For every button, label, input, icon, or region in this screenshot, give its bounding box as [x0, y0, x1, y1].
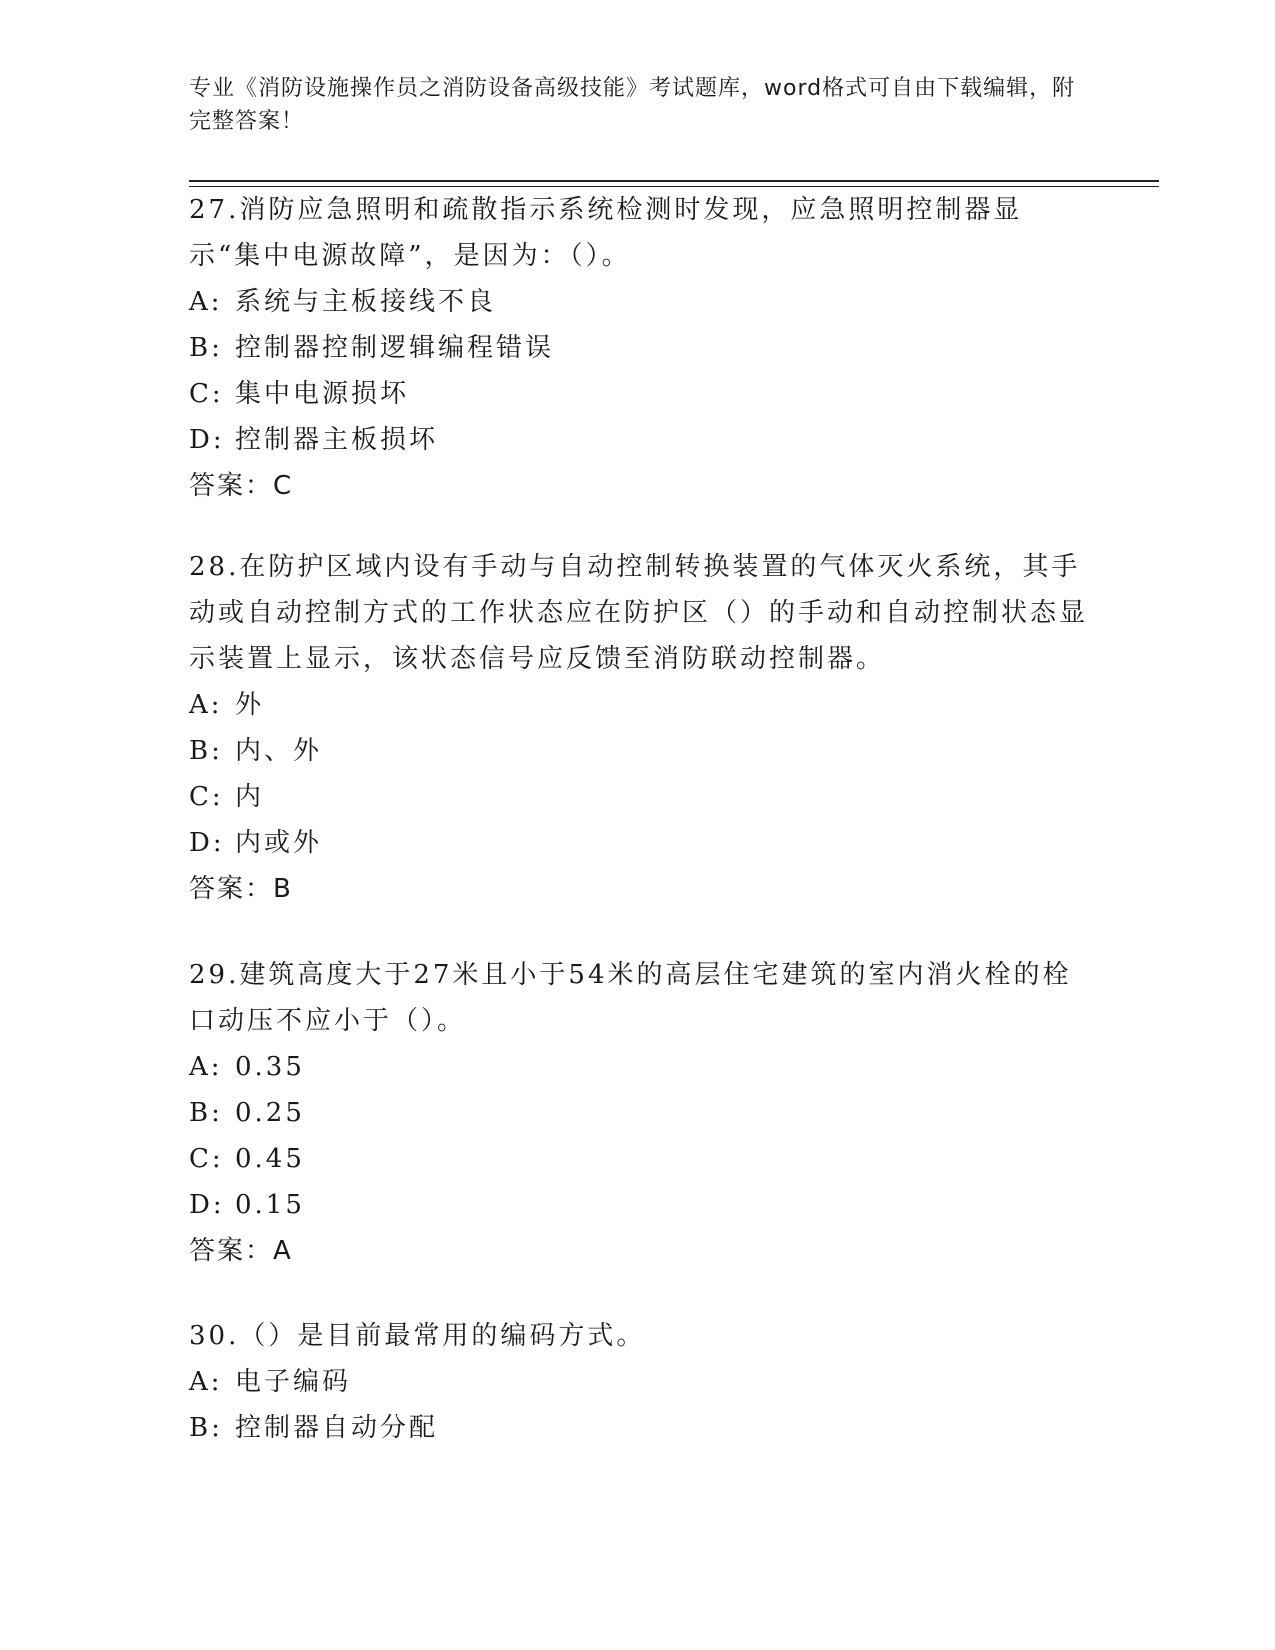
question-28: [189, 544, 1089, 912]
option-letter: A:: [189, 1367, 223, 1397]
option-letter: D:: [189, 828, 225, 858]
option-letter: B:: [189, 1413, 223, 1443]
document-header: 专业《消防设施操作员之消防设备高级技能》考试题库，word格式可自由下载编辑，附完整答案！: [189, 76, 1076, 134]
answer: 答案：C: [189, 471, 294, 501]
question-stem: 30.（）是目前最常用的编码方式。: [189, 1321, 646, 1351]
option-text: 0.25: [235, 1098, 305, 1128]
option-letter: B:: [189, 333, 223, 363]
option-letter: B:: [189, 736, 223, 766]
option-text: 外: [235, 690, 265, 720]
question-stem: 29.建筑高度大于27米且小于54米的高层住宅建筑的室内消火栓的栓口动压不应小于（）。: [189, 960, 1072, 1036]
question-stem: 28.在防护区域内设有手动与自动控制转换装置的气体灭火系统，其手动或自动控制方式的工作状态应在防护区（）的手动和自动控制状态显示装置上显示，该状态信号应反馈至消防联动控制器。: [189, 552, 1089, 674]
option-a: [189, 1359, 1089, 1405]
option-letter: B:: [189, 1098, 223, 1128]
option-letter: D:: [189, 425, 225, 455]
option-letter: C:: [189, 379, 224, 409]
option-text: 电子编码: [235, 1367, 352, 1397]
option-d: [189, 1182, 1089, 1228]
option-letter: A:: [189, 287, 223, 317]
option-letter: A:: [189, 1052, 223, 1082]
option-text: 内: [235, 782, 265, 812]
option-text: 0.45: [235, 1144, 305, 1174]
option-letter: C:: [189, 782, 224, 812]
option-b: [189, 728, 1089, 774]
option-text: 系统与主板接线不良: [235, 287, 497, 317]
question-27: [189, 187, 1089, 509]
option-text: 0.35: [235, 1052, 305, 1082]
option-text: 控制器控制逻辑编程错误: [235, 333, 555, 363]
option-text: 0.15: [235, 1190, 305, 1220]
option-letter: A:: [189, 690, 223, 720]
option-a: [189, 682, 1089, 728]
option-letter: D:: [189, 1190, 225, 1220]
option-letter: C:: [189, 1144, 224, 1174]
answer: 答案：B: [189, 874, 293, 904]
option-d: [189, 417, 1089, 463]
option-d: [189, 820, 1089, 866]
option-text: 内、外: [235, 736, 323, 766]
question-stem: 27.消防应急照明和疏散指示系统检测时发现，应急照明控制器显示“集中电源故障”，是因为：（）。: [189, 195, 1023, 271]
option-text: 内或外: [235, 828, 323, 858]
question-30: [189, 1313, 1089, 1451]
option-a: [189, 1044, 1089, 1090]
option-a: [189, 279, 1089, 325]
option-b: [189, 1405, 1089, 1451]
option-c: [189, 371, 1089, 417]
option-text: 控制器自动分配: [235, 1413, 439, 1443]
option-c: [189, 1136, 1089, 1182]
answer: 答案：A: [189, 1236, 293, 1266]
header-divider-thick: [189, 180, 1159, 182]
option-b: [189, 325, 1089, 371]
option-c: [189, 774, 1089, 820]
option-text: 集中电源损坏: [235, 379, 410, 409]
option-b: [189, 1090, 1089, 1136]
option-text: 控制器主板损坏: [235, 425, 439, 455]
question-29: [189, 952, 1089, 1274]
